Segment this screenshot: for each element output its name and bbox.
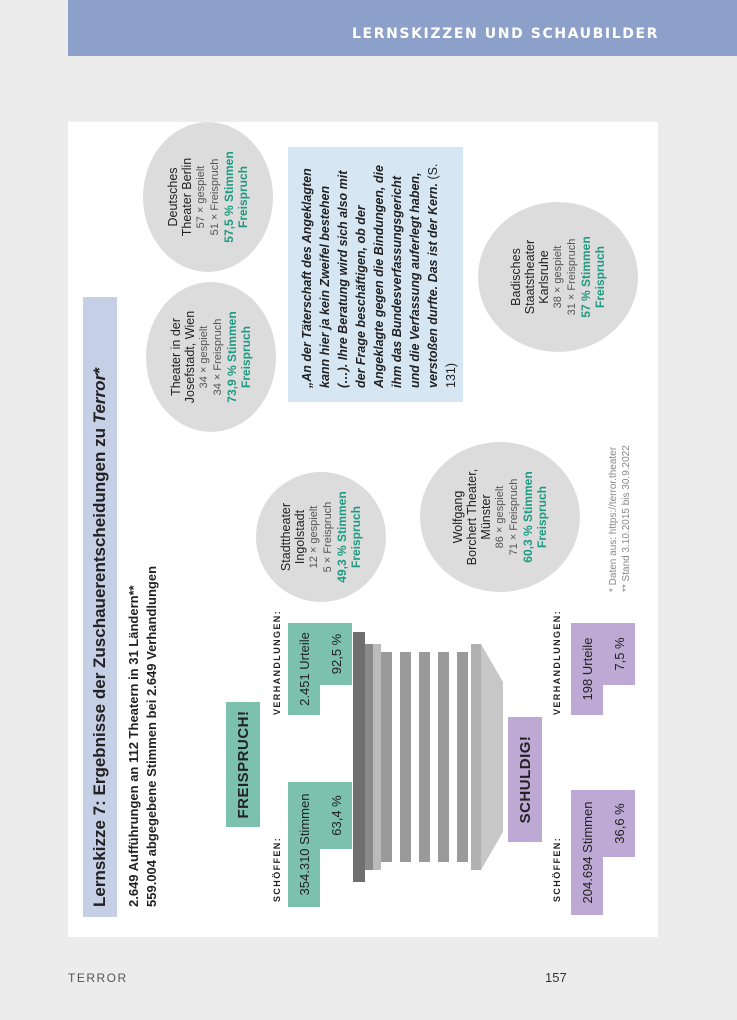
theater-played: 86 × gespielt	[494, 485, 506, 549]
schuldig-verdicts-pct: 7,5 %	[603, 623, 635, 685]
theater-vote-label: Freispruch	[349, 506, 363, 569]
theater-name: Badisches	[509, 248, 523, 306]
theater-name: Theater in der	[169, 318, 183, 396]
rotated-learning-sketch	[68, 122, 658, 937]
theater-ingolstadt	[256, 472, 386, 602]
theater-played: 34 × gespielt	[198, 325, 210, 389]
theater-vote-pct: 57 % Stimmen	[579, 236, 593, 318]
theater-acquittals: 51 × Freispruch	[209, 158, 221, 236]
theater-name: Deutsches	[166, 167, 180, 227]
theater-name: Ingolstadt	[293, 509, 307, 565]
theater-acquittals: 5 × Freispruch	[322, 501, 334, 573]
quote-box	[288, 147, 463, 402]
theater-name: Theater Berlin	[180, 157, 194, 237]
theater-vote-label: Freispruch	[239, 326, 253, 389]
schuldig-schoeffen-label: SCHÖFFEN:	[552, 836, 562, 902]
theater-played: 12 × gespielt	[308, 505, 320, 569]
freispruch-verdicts: 2.451 Urteile	[288, 623, 320, 715]
title-main: Lernskizze 7: Ergebnisse der Zuschauerentscheidungen zu	[90, 423, 109, 907]
theater-acquittals: 71 × Freispruch	[508, 478, 520, 556]
theater-karlsruhe	[478, 202, 638, 352]
page-number: 157	[545, 970, 567, 985]
source-note-2: ** Stand 3.10.2015 bis 30.9.2022	[621, 445, 632, 592]
theater-vote-pct: 73,9 % Stimmen	[225, 311, 239, 403]
freispruch-schoeffen-label: SCHÖFFEN:	[272, 836, 282, 902]
freispruch-label: FREISPRUCH!	[226, 702, 260, 827]
freispruch-verhandlungen-label: VERHANDLUNGEN:	[272, 609, 282, 715]
theater-name: Stadttheater	[279, 502, 293, 572]
theater-vote-label: Freispruch	[236, 166, 250, 229]
section-title: LERNSKIZZEN UND SCHAUBILDER	[352, 26, 659, 42]
schuldig-label: SCHULDIG!	[508, 717, 542, 842]
quote-text: „An der Täterschaft des Angeklagten kann hier ja kein Zweifel bestehen (…). Ihre Beratung wird sich also mit der Frage beschäftigen, ob der Angeklagte gegen die Bindungen, die ihm das Bundesverfassungsgericht und die Verfassung auferlegt haben, verstoßen durfte. Das ist der Kern.	[300, 165, 440, 388]
schuldig-verdicts: 198 Urteile	[571, 623, 603, 715]
theater-vote-pct: 57,5 % Stimmen	[222, 151, 236, 243]
schuldig-schoeffen-pct: 36,6 %	[603, 790, 635, 857]
courthouse-icon	[353, 632, 503, 882]
header-bar	[68, 0, 737, 56]
stat-votes: 559.004 abgegebene Stimmen bei 2.649 Verhandlungen	[144, 565, 159, 907]
theater-vote-label: Freispruch	[593, 246, 607, 309]
theater-berlin	[143, 122, 273, 272]
theater-name: Staatstheater	[523, 239, 537, 315]
theater-name: Wolfgang	[451, 490, 465, 544]
source-note-1: * Daten aus: https://terror.theater	[608, 446, 619, 592]
quote-ref: (S. 131)	[426, 163, 458, 388]
freispruch-verdicts-pct: 92,5 %	[320, 623, 352, 685]
theater-name: Borchert Theater,	[465, 468, 479, 566]
schuldig-schoeffen-votes: 204.694 Stimmen	[571, 790, 603, 915]
freispruch-schoeffen-votes: 354.310 Stimmen	[288, 782, 320, 907]
sketch-title	[83, 297, 117, 917]
theater-vote-label: Freispruch	[535, 486, 549, 549]
footer-book-title: TERROR	[68, 971, 128, 985]
theater-name: Münster	[479, 494, 493, 540]
theater-played: 57 × gespielt	[195, 165, 207, 229]
theater-name: Josefstadt, Wien	[183, 310, 197, 404]
theater-vote-pct: 49,3 % Stimmen	[335, 491, 349, 583]
theater-josefstadt	[146, 282, 276, 432]
stat-performances: 2.649 Aufführungen an 112 Theatern in 31 Ländern**	[126, 585, 141, 907]
theater-acquittals: 31 × Freispruch	[566, 238, 578, 316]
title-work: Terror	[90, 373, 109, 424]
theater-played: 38 × gespielt	[552, 245, 564, 309]
freispruch-schoeffen-pct: 63,4 %	[320, 782, 352, 849]
theater-acquittals: 34 × Freispruch	[212, 318, 224, 396]
title-suffix: *	[90, 367, 109, 374]
theater-muenster	[420, 442, 580, 592]
theater-vote-pct: 60,3 % Stimmen	[521, 471, 535, 563]
theater-name: Karlsruhe	[537, 250, 551, 304]
schuldig-verhandlungen-label: VERHANDLUNGEN:	[552, 609, 562, 715]
